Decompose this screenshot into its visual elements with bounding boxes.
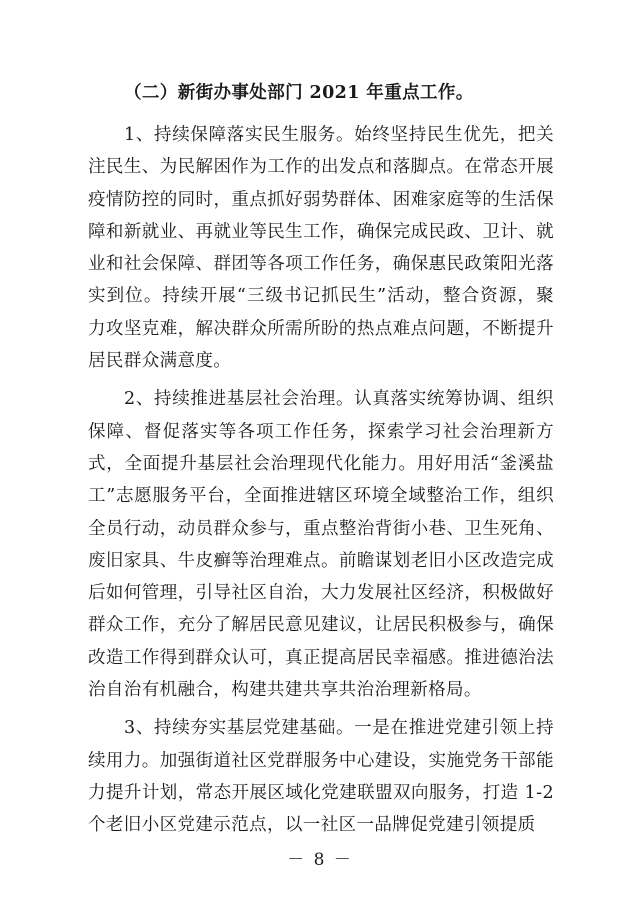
section-heading: （二）新街办事处部门 2021 年重点工作。 xyxy=(124,83,474,103)
paragraph-party-building: 3、持续夯实基层党建基础。一是在推进党建引领上持续用力。加强街道社区党群服务中心建设，实施党务干部能力提升计划，常态开展区域化党建联盟双向服务，打造 1-2 个老旧小区党建示范点，以一社区一品牌促党建引领提质 xyxy=(88,718,554,836)
paragraph-livelihood-services: 1、持续保障落实民生服务。始终坚持民生优先，把关注民生、为民解困作为工作的出发点和落脚点。在常态开展疫情防控的同时，重点抓好弱势群体、困难家庭等的生活保障和新就业、再就业等民生工作，确保完成民政、卫计、就业和社会保障、群团等各项工作任务，确保惠民政策阳光落实到位。持续开展“三级书记抓民生”活动，整合资源，聚力攻坚克难，解决群众所需所盼的热点难点问题，不断提升居民群众满意度。 xyxy=(88,125,554,372)
document-body xyxy=(88,76,554,842)
page-number: － 8 － xyxy=(287,850,353,870)
paragraph-social-governance: 2、持续推进基层社会治理。认真落实统筹协调、组织保障、督促落实等各项工作任务，探索学习社会治理新方式，全面提升基层社会治理现代化能力。用好用活“釜溪盐工”志愿服务平台，全面推进辖区环境全域整治工作，组织全员行动，动员群众参与，重点整治背街小巷、卫生死角、废旧家具、牛皮癣等治理难点。前瞻谋划老旧小区改造完成后如何管理，引导社区自治，大力发展社区经济，积极做好群众工作，充分了解居民意见建议，让居民积极参与，确保改造工作得到群众认可，真正提高居民幸福感。推进德治法治自治有机融合，构建共建共享共治治理新格局。 xyxy=(88,389,554,701)
